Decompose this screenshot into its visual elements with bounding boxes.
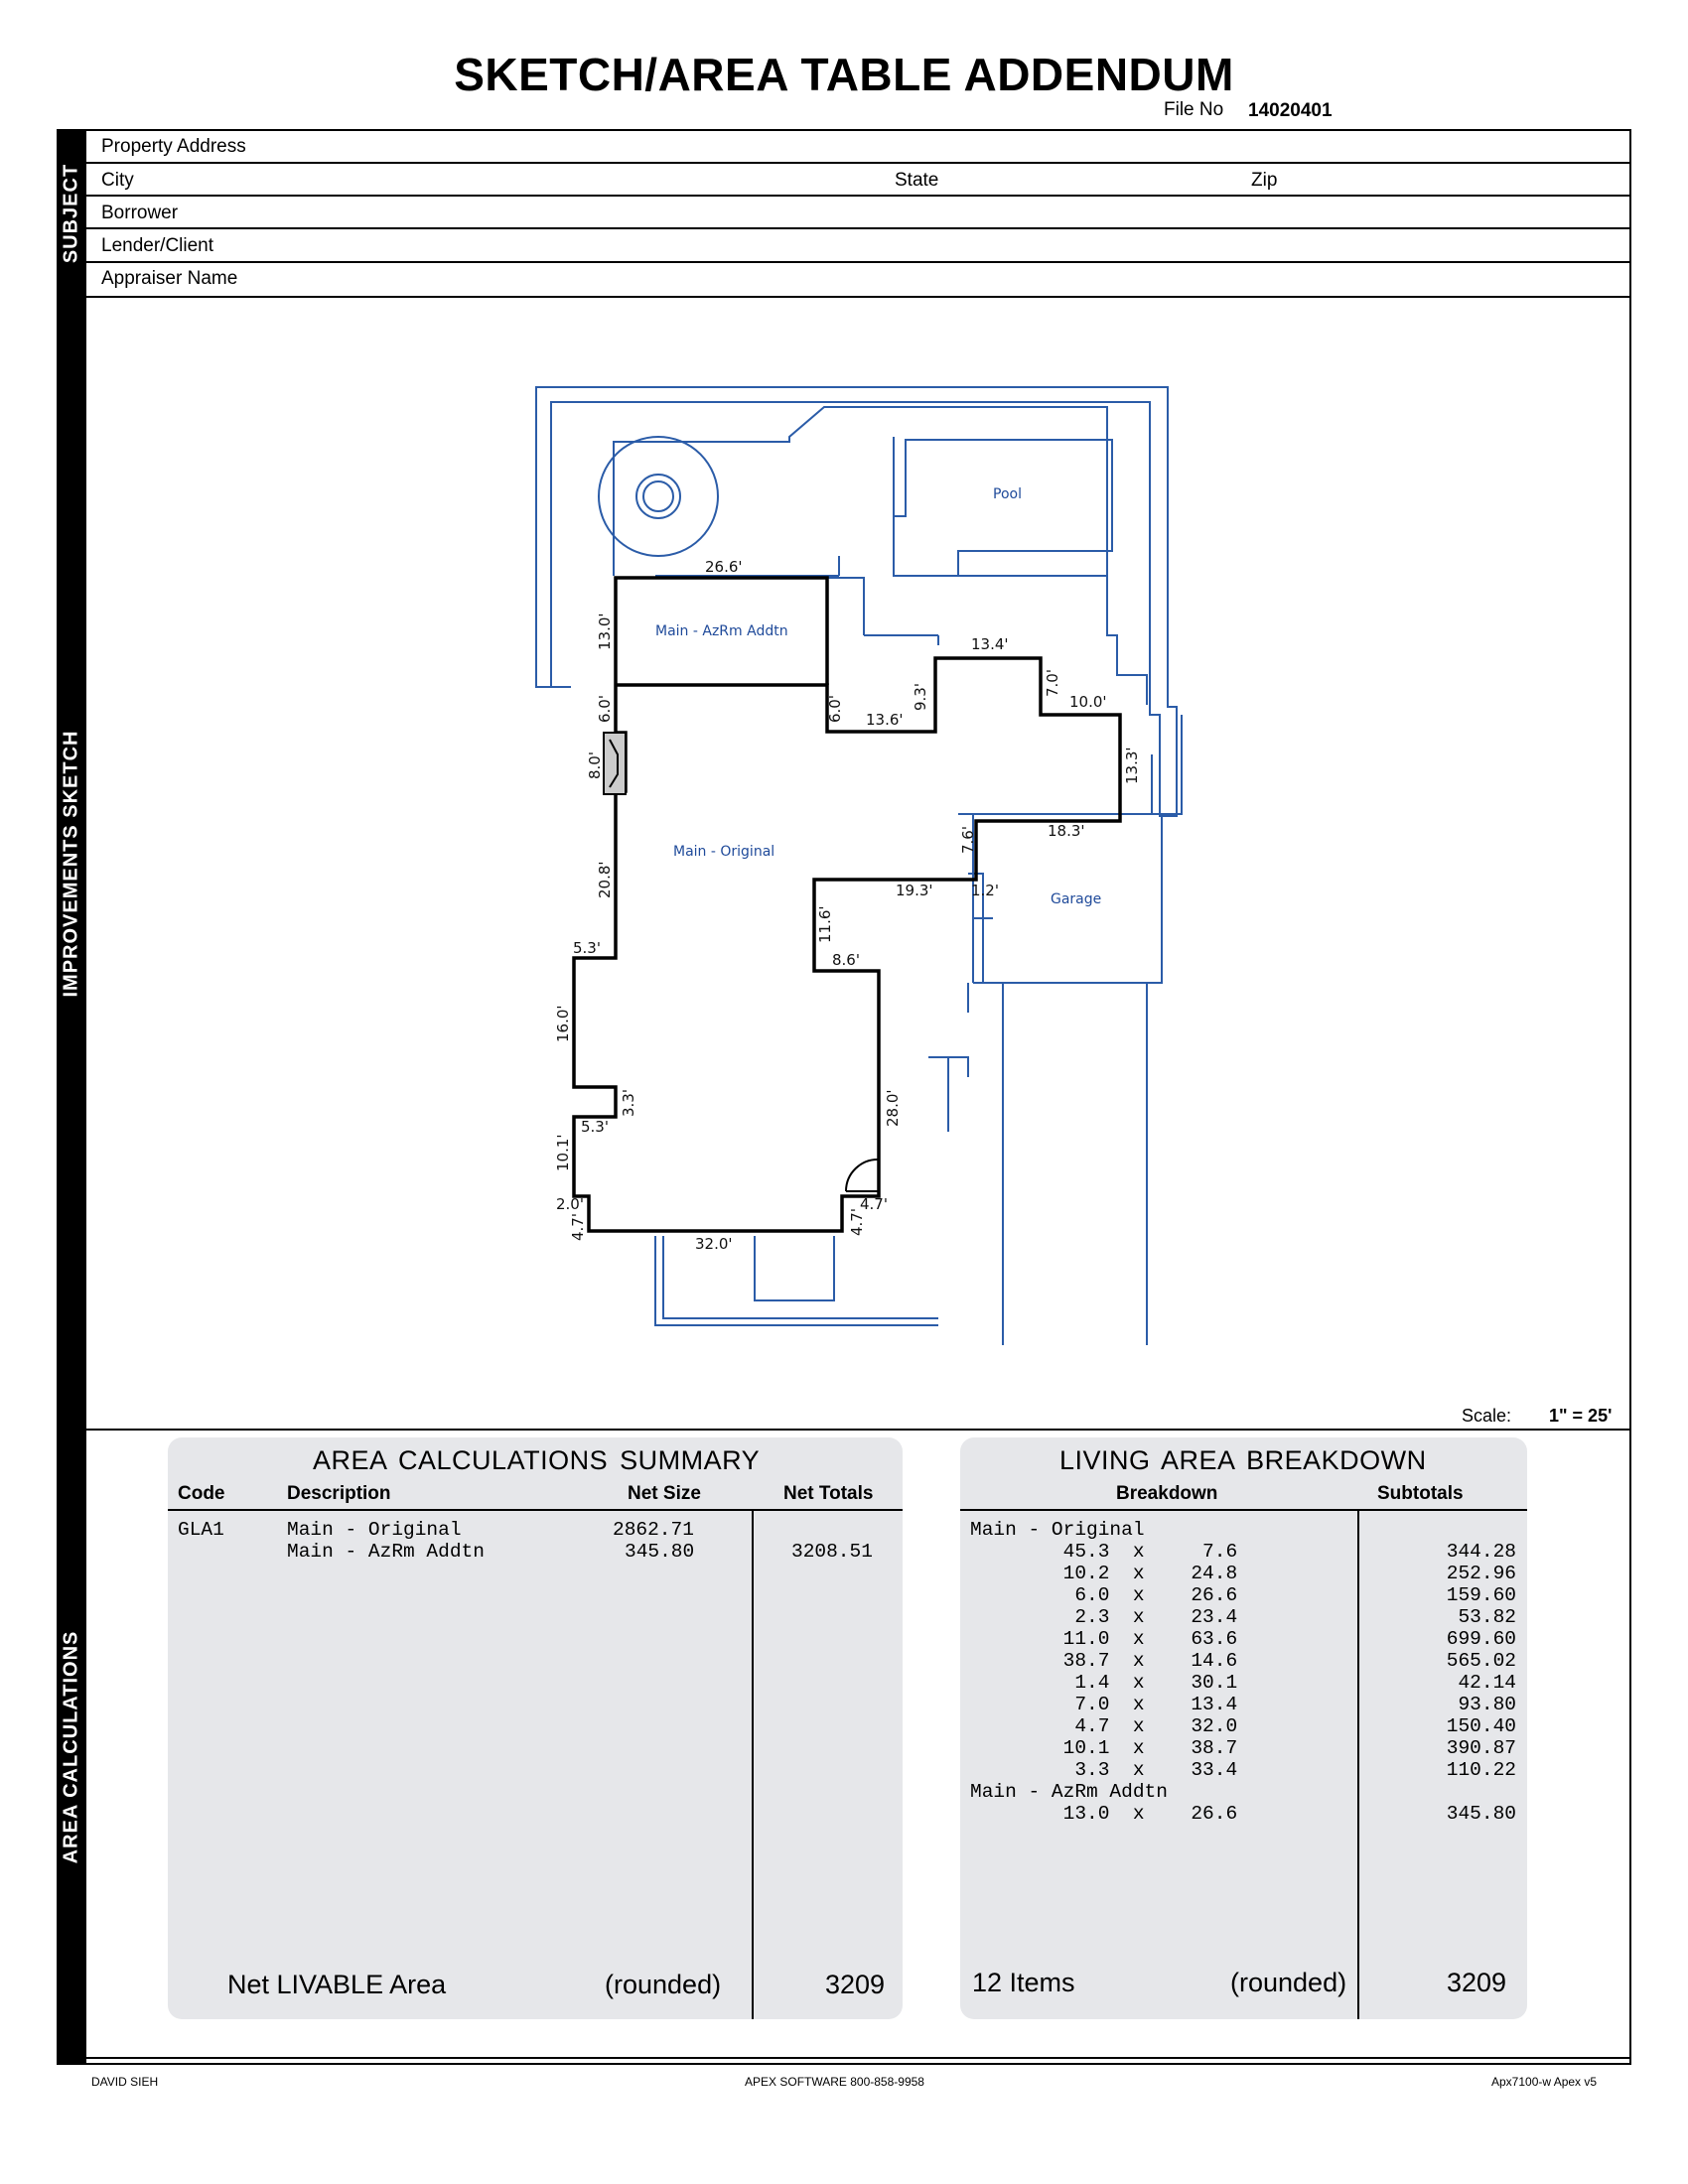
dim-label: 3.3' bbox=[620, 1089, 637, 1117]
dim-label: 4.7' bbox=[569, 1213, 587, 1241]
col-breakdown: Breakdown bbox=[1116, 1483, 1218, 1504]
dim-label: 18.3' bbox=[1048, 822, 1085, 840]
subtotal-value: 390.87 bbox=[1446, 1737, 1516, 1759]
lender-label: Lender/Client bbox=[101, 235, 214, 256]
breakdown-line: 6.0 x 26.6 bbox=[970, 1584, 1238, 1606]
dim-label: 8.0' bbox=[586, 751, 604, 779]
items-count: 12 Items bbox=[972, 1968, 1075, 1997]
room-addition: Main - AzRm Addtn bbox=[655, 623, 788, 639]
property-address-label: Property Address bbox=[101, 136, 246, 157]
footer-left: DAVID SIEH bbox=[91, 2075, 159, 2089]
dim-label: 8.6' bbox=[832, 951, 860, 969]
site-outline bbox=[536, 387, 1182, 1345]
zip-label: Zip bbox=[1251, 170, 1278, 191]
dim-label: 26.6' bbox=[705, 558, 743, 576]
breakdown-total-value: 3209 bbox=[1447, 1968, 1507, 1997]
dim-label: 5.3' bbox=[573, 939, 601, 957]
column-divider bbox=[752, 1509, 754, 2019]
column-divider bbox=[1357, 1509, 1359, 2019]
dim-label: 7.0' bbox=[1044, 669, 1061, 697]
dim-label: 6.0' bbox=[596, 695, 614, 723]
subtotal-value: 42.14 bbox=[1458, 1672, 1516, 1694]
col-description: Description bbox=[287, 1483, 391, 1504]
header-divider bbox=[960, 1509, 1527, 1511]
area-summary-panel bbox=[168, 1437, 903, 2019]
dim-label: 32.0' bbox=[695, 1235, 733, 1253]
borrower-label: Borrower bbox=[101, 203, 179, 223]
fireplace bbox=[604, 733, 626, 794]
rounded-label: (rounded) bbox=[1230, 1968, 1347, 1997]
breakdown-line: 7.0 x 13.4 bbox=[970, 1694, 1238, 1715]
dim-label: 13.3' bbox=[1123, 747, 1141, 784]
breakdown-line: Main - AzRm Addtn bbox=[970, 1781, 1168, 1803]
breakdown-line: 13.0 x 26.6 bbox=[970, 1803, 1238, 1825]
frame-bottom bbox=[57, 2063, 1630, 2065]
breakdown-line: 10.2 x 24.8 bbox=[970, 1563, 1238, 1584]
breakdown-subtotals bbox=[1367, 1519, 1516, 1825]
dim-label: 28.0' bbox=[884, 1089, 902, 1127]
subtotal-value: 345.80 bbox=[1446, 1803, 1516, 1825]
breakdown-lines bbox=[970, 1519, 1237, 1825]
dim-label: 16.0' bbox=[554, 1005, 572, 1042]
subtotal-value: 699.60 bbox=[1446, 1628, 1516, 1650]
frame-bottom-inner bbox=[86, 2057, 1630, 2059]
footer-center: APEX SOFTWARE 800-858-9958 bbox=[745, 2075, 924, 2089]
summary-description: Main - Original bbox=[287, 1519, 462, 1541]
area-summary-title: AREA CALCULATIONS SUMMARY bbox=[313, 1445, 761, 1475]
subject-section-label: SUBJECT bbox=[60, 163, 82, 264]
dim-label: 10.1' bbox=[554, 1134, 572, 1171]
breakdown-line: 45.3 x 7.6 bbox=[970, 1541, 1238, 1563]
col-net-totals: Net Totals bbox=[783, 1483, 874, 1504]
breakdown-line: 2.3 x 23.4 bbox=[970, 1606, 1238, 1628]
subtotal-value: 150.40 bbox=[1446, 1715, 1516, 1737]
city-label: City bbox=[101, 170, 134, 191]
dim-label: 1.2' bbox=[971, 882, 999, 899]
area-calcs-section-label: AREA CALCULATIONS bbox=[60, 1630, 82, 1864]
page-title: SKETCH/AREA TABLE ADDENDUM bbox=[454, 49, 1234, 100]
summary-net-total: 3208.51 bbox=[791, 1541, 873, 1563]
dim-label: 4.7' bbox=[860, 1195, 888, 1213]
subtotal-value bbox=[1367, 1519, 1516, 1541]
footer-right: Apx7100-w Apex v5 bbox=[1491, 2075, 1598, 2089]
living-area-title: LIVING AREA BREAKDOWN bbox=[1059, 1445, 1427, 1475]
subtotal-value: 53.82 bbox=[1458, 1606, 1516, 1628]
breakdown-line: 38.7 x 14.6 bbox=[970, 1650, 1238, 1672]
col-net-size: Net Size bbox=[628, 1483, 701, 1504]
col-subtotals: Subtotals bbox=[1377, 1483, 1464, 1504]
subtotal-value: 252.96 bbox=[1446, 1563, 1516, 1584]
scale-value: 1" = 25' bbox=[1549, 1406, 1613, 1426]
subtotal-value bbox=[1367, 1781, 1516, 1803]
summary-description: Main - AzRm Addtn bbox=[287, 1541, 485, 1563]
breakdown-line: 4.7 x 32.0 bbox=[970, 1715, 1238, 1737]
living-area-panel bbox=[960, 1437, 1527, 2019]
col-code: Code bbox=[178, 1483, 225, 1504]
summary-code: GLA1 bbox=[178, 1519, 224, 1541]
subtotal-value: 344.28 bbox=[1446, 1541, 1516, 1563]
summary-net-size: 345.80 bbox=[625, 1541, 695, 1563]
subtotal-value: 93.80 bbox=[1458, 1694, 1516, 1715]
summary-net-size: 2862.71 bbox=[613, 1519, 694, 1541]
dim-label: 2.0' bbox=[556, 1195, 584, 1213]
dim-label: 13.0' bbox=[596, 613, 614, 650]
dim-label: 19.3' bbox=[896, 882, 933, 899]
file-no-value: 14020401 bbox=[1248, 100, 1333, 121]
dim-label: 10.0' bbox=[1069, 693, 1107, 711]
dim-label: 13.6' bbox=[866, 711, 904, 729]
subtotal-value: 110.22 bbox=[1446, 1759, 1516, 1781]
rounded-label: (rounded) bbox=[605, 1970, 722, 1999]
file-no-label: File No bbox=[1164, 99, 1224, 120]
building-outline bbox=[574, 578, 1120, 1231]
state-label: State bbox=[895, 170, 939, 191]
dim-label: 4.7' bbox=[848, 1208, 866, 1236]
breakdown-line: 10.1 x 38.7 bbox=[970, 1737, 1238, 1759]
dim-label: 7.6' bbox=[959, 826, 977, 854]
scale-label: Scale: bbox=[1462, 1406, 1512, 1426]
room-original: Main - Original bbox=[673, 844, 775, 860]
door-symbol bbox=[846, 1160, 879, 1191]
breakdown-line: 11.0 x 63.6 bbox=[970, 1628, 1238, 1650]
dim-label: 13.4' bbox=[971, 635, 1009, 653]
dim-label: 11.6' bbox=[816, 905, 834, 943]
sketch-section-label: IMPROVEMENTS SKETCH bbox=[60, 730, 82, 998]
room-garage: Garage bbox=[1051, 891, 1102, 907]
dim-label: 9.3' bbox=[912, 683, 929, 711]
dim-label: 5.3' bbox=[581, 1118, 609, 1136]
net-livable-value: 3209 bbox=[825, 1970, 886, 1999]
subtotal-value: 565.02 bbox=[1446, 1650, 1516, 1672]
breakdown-line: 3.3 x 33.4 bbox=[970, 1759, 1238, 1781]
subtotal-value: 159.60 bbox=[1446, 1584, 1516, 1606]
breakdown-line: 1.4 x 30.1 bbox=[970, 1672, 1238, 1694]
dim-label: 20.8' bbox=[596, 861, 614, 898]
room-pool: Pool bbox=[993, 486, 1022, 502]
area-calcs-sidebar bbox=[57, 1430, 86, 2065]
breakdown-line: Main - Original bbox=[970, 1519, 1145, 1541]
header-divider bbox=[168, 1509, 903, 1511]
appraiser-label: Appraiser Name bbox=[101, 268, 238, 289]
net-livable-label: Net LIVABLE Area bbox=[227, 1970, 447, 1999]
dim-label: 6.0' bbox=[826, 695, 844, 723]
